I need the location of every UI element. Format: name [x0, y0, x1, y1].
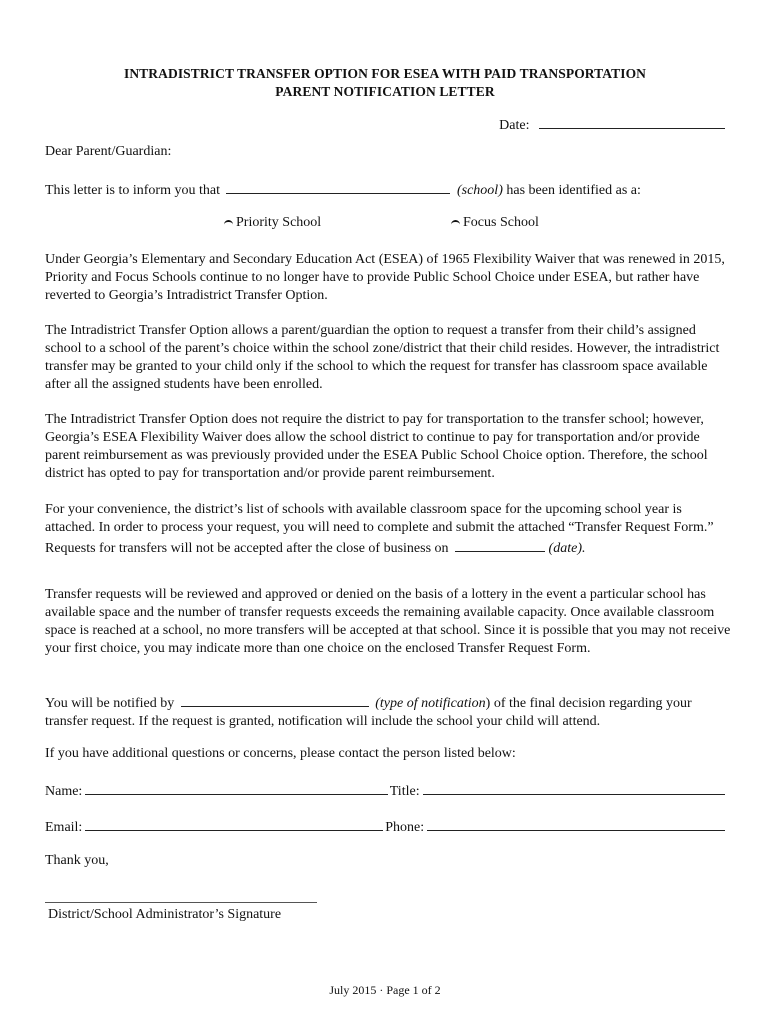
letter-title: INTRADISTRICT TRANSFER OPTION FOR ESEA WITH PAID TRANSPORTATION: [123, 66, 647, 81]
letter-subtitle: PARENT NOTIFICATION LETTER: [275, 84, 495, 99]
salutation: Dear Parent/Guardian:: [45, 144, 172, 159]
paragraph-notification: [45, 692, 731, 731]
school-hint: (school): [456, 183, 503, 198]
email-phone-row: [45, 818, 727, 836]
contact-intro: If you have additional questions or concerns, please contact the person listed below:: [45, 746, 516, 761]
intro-after: has been identified as a:: [506, 183, 641, 198]
closing: Thank you,: [45, 853, 109, 868]
name-title-row: [45, 782, 727, 800]
school-blank[interactable]: [226, 179, 450, 194]
date-row: [499, 114, 725, 134]
title-field[interactable]: [423, 782, 725, 795]
name-field[interactable]: [85, 782, 387, 795]
focus-label: Focus School: [463, 215, 539, 230]
name-label: Name:: [45, 784, 83, 799]
focus-option[interactable]: [451, 215, 539, 231]
intro-line: [45, 179, 641, 199]
signature-line[interactable]: [45, 902, 317, 903]
priority-option[interactable]: [224, 215, 321, 231]
intro-before: This letter is to inform you that: [45, 183, 220, 198]
phone-label: Phone:: [385, 820, 425, 835]
paragraph-convenience: [45, 501, 731, 558]
paragraph-transfer-option: The Intradistrict Transfer Option allows a parent/guardian the option to request a transfer from their child’s assigned school to a school of the parent’s choice within the school zone/district that their child resides. However, the intradistrict transfer may be granted to your child only if the school to which the request for transfer has classroom space available after all the assigned students have been enrolled.: [45, 323, 720, 392]
deadline-date-blank[interactable]: [455, 537, 545, 552]
convenience-text: For your convenience, the district’s list of schools with available classroom space for the upcoming school year is attached. In order to process your request, you will need to complete and submit the attached “Transfer Request Form.” Requests for transfers will not be accepted after the close of business on: [45, 502, 714, 556]
email-field[interactable]: [85, 818, 383, 831]
page-footer: July 2015 · Page 1 of 2: [329, 983, 441, 997]
notification-before: You will be notified by: [45, 696, 175, 711]
date-label: Date:: [499, 118, 530, 133]
notification-type-blank[interactable]: [181, 692, 369, 707]
paragraph-lottery: Transfer requests will be reviewed and approved or denied on the basis of a lottery in the event a particular school has available space and the number of transfer requests exceeds the remaining available capacity. Once available classroom space is reached at a school, no more transfers will be accepted at that school. Since it is possible that you may not receive your first choice, you may indicate more than one choice on the enclosed Transfer Request Form.: [45, 587, 731, 656]
date-hint: (date).: [548, 541, 586, 556]
email-label: Email:: [45, 820, 83, 835]
notification-hint: (type of notification: [375, 696, 486, 711]
paragraph-transportation: The Intradistrict Transfer Option does not require the district to pay for transportation to the transfer school; however, Georgia’s ESEA Flexibility Waiver does allow the school district to continue to pay for transportation and/or provide parent reimbursement as was previously provided under the ESEA Public School Choice option. Therefore, the school district has opted to pay for transportation and/or provide parent reimbursement.: [45, 412, 708, 481]
focus-checkbox-icon[interactable]: [451, 220, 460, 226]
signature-label: District/School Administrator’s Signature: [48, 907, 282, 922]
phone-field[interactable]: [427, 818, 725, 831]
notification-after: ) of the final decision regarding your transfer request. If the request is granted, notification will include the school your child will attend.: [45, 696, 692, 729]
date-blank[interactable]: [539, 114, 725, 129]
priority-label: Priority School: [236, 215, 322, 230]
priority-checkbox-icon[interactable]: [224, 220, 233, 226]
paragraph-esea-waiver: Under Georgia’s Elementary and Secondary Education Act (ESEA) of 1965 Flexibility Waiver that was renewed in 2015, Priority and Focus Schools continue to no longer have to provide Public School Choice under ESEA, but rather have reverted to Georgia’s Intradistrict Transfer Option.: [45, 252, 725, 303]
title-label: Title:: [389, 784, 420, 799]
